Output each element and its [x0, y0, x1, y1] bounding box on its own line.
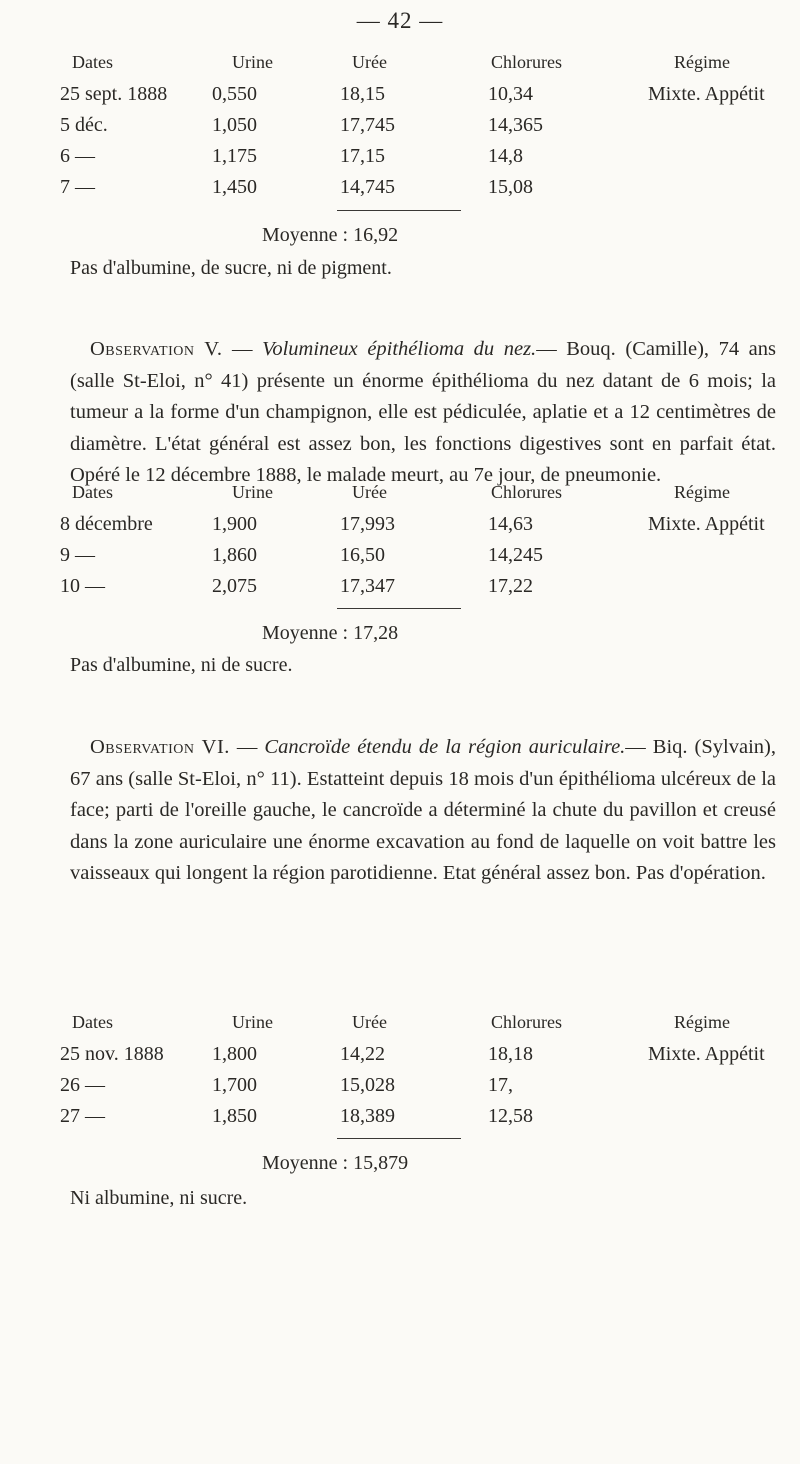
- cell-urine: 1,175: [212, 145, 257, 167]
- sum-divider: [337, 210, 461, 211]
- header-date: Dates: [72, 52, 113, 72]
- observation-label: Observation V.: [90, 338, 223, 360]
- cell-regime: Mixte. Appétit: [648, 1043, 765, 1065]
- observation-paragraph: [70, 732, 776, 890]
- cell-uree: 15,028: [340, 1074, 395, 1096]
- header-uree: Urée: [352, 52, 387, 72]
- cell-chlorures: 17,22: [488, 575, 533, 597]
- cell-chlorures: 18,18: [488, 1043, 533, 1065]
- table-header: [0, 52, 800, 83]
- cell-uree: 18,389: [340, 1105, 395, 1127]
- header-chlorures: Chlorures: [491, 1012, 562, 1032]
- cell-date: 10 —: [60, 575, 105, 597]
- observation-title: Cancroïde étendu de la région auriculaire.: [264, 736, 626, 758]
- cell-date: 26 —: [60, 1074, 105, 1096]
- cell-uree: 17,15: [340, 145, 385, 167]
- observation-label: Observation VI.: [90, 736, 230, 758]
- table-row: [0, 575, 800, 606]
- observation-title: Volumineux épithélioma du nez.: [262, 338, 537, 360]
- cell-urine: 2,075: [212, 575, 257, 597]
- cell-date: 7 —: [60, 176, 95, 198]
- cell-chlorures: 14,365: [488, 114, 543, 136]
- cell-chlorures: 14,63: [488, 513, 533, 535]
- moyenne: Moyenne : 16,92: [262, 224, 399, 246]
- cell-chlorures: 15,08: [488, 176, 533, 198]
- cell-urine: 0,550: [212, 83, 257, 105]
- observation-paragraph: [70, 334, 776, 492]
- cell-urine: 1,850: [212, 1105, 257, 1127]
- cell-chlorures: 10,34: [488, 83, 533, 105]
- sum-divider: [337, 608, 461, 609]
- cell-date: 25 nov. 1888: [60, 1043, 164, 1065]
- cell-urine: 1,050: [212, 114, 257, 136]
- cell-uree: 14,745: [340, 176, 395, 198]
- cell-date: 8 décembre: [60, 513, 153, 535]
- header-regime: Régime: [674, 1012, 730, 1032]
- header-date: Dates: [72, 482, 113, 502]
- urine-table-1: [0, 52, 800, 279]
- cell-urine: 1,800: [212, 1043, 257, 1065]
- table-row: [0, 1043, 800, 1074]
- moyenne: Moyenne : 15,879: [262, 1152, 409, 1174]
- cell-uree: 16,50: [340, 544, 385, 566]
- header-chlorures: Chlorures: [491, 482, 562, 502]
- table-header: [0, 1012, 800, 1043]
- observation-text: — Bouq. (Camille), 74 ans (salle St-Eloi, n° 41) présente un énorme épithélioma du nez datant de 6 mois; la tumeur a la forme d'un champignon, elle est pédiculée, aplatie et a 12 centimètres de diamètre. L'état général est assez bon, les fonctions digestives sont en parfait état. Opéré le 12 décembre 1888, le malade meurt, au 7e jour, de pneumonie.: [70, 338, 776, 486]
- header-urine: Urine: [232, 52, 273, 72]
- urine-table-3: [0, 1012, 800, 1209]
- header-regime: Régime: [674, 52, 730, 72]
- cell-date: 27 —: [60, 1105, 105, 1127]
- table-row: [0, 544, 800, 575]
- table-row: [0, 176, 800, 207]
- urine-table-2: [0, 482, 800, 676]
- cell-urine: 1,450: [212, 176, 257, 198]
- cell-date: 5 déc.: [60, 114, 108, 136]
- table-note: Pas d'albumine, ni de sucre.: [70, 654, 293, 676]
- cell-uree: 18,15: [340, 83, 385, 105]
- cell-uree: 17,993: [340, 513, 395, 535]
- header-uree: Urée: [352, 482, 387, 502]
- cell-chlorures: 17,: [488, 1074, 513, 1096]
- table-row: [0, 83, 800, 114]
- header-urine: Urine: [232, 482, 273, 502]
- cell-regime: Mixte. Appétit: [648, 513, 765, 535]
- cell-urine: 1,900: [212, 513, 257, 535]
- cell-date: 25 sept. 1888: [60, 83, 168, 105]
- cell-urine: 1,700: [212, 1074, 257, 1096]
- table-note: Ni albumine, ni sucre.: [70, 1187, 248, 1209]
- header-uree: Urée: [352, 1012, 387, 1032]
- header-chlorures: Chlorures: [491, 52, 562, 72]
- table-row: [0, 145, 800, 176]
- table-row: [0, 1074, 800, 1105]
- table-row: [0, 114, 800, 145]
- cell-date: 6 —: [60, 145, 95, 167]
- header-date: Dates: [72, 1012, 113, 1032]
- page-number: — 42 —: [356, 8, 444, 33]
- cell-chlorures: 14,8: [488, 145, 523, 167]
- sum-divider: [337, 1138, 461, 1139]
- table-header: [0, 482, 800, 513]
- cell-regime: Mixte. Appétit: [648, 83, 765, 105]
- header-regime: Régime: [674, 482, 730, 502]
- cell-urine: 1,860: [212, 544, 257, 566]
- cell-uree: 17,745: [340, 114, 395, 136]
- cell-uree: 14,22: [340, 1043, 385, 1065]
- cell-chlorures: 14,245: [488, 544, 543, 566]
- table-row: [0, 513, 800, 544]
- cell-date: 9 —: [60, 544, 95, 566]
- table-note: Pas d'albumine, de sucre, ni de pigment.: [70, 257, 392, 279]
- cell-uree: 17,347: [340, 575, 395, 597]
- cell-chlorures: 12,58: [488, 1105, 533, 1127]
- header-urine: Urine: [232, 1012, 273, 1032]
- table-row: [0, 1105, 800, 1136]
- label-dash: —: [229, 736, 265, 758]
- observation-text: — Biq. (Sylvain), 67 ans (salle St-Eloi, n° 11). Estatteint depuis 18 mois d'un épithélioma ulcéreux de la face; parti de l'oreille gauche, le cancroïde a déterminé la chute du pavillon et creusé dans la zone auriculaire une énorme excavation au fond de laquelle on voit battre les vaisseaux qui longent la région parotidienne. Etat général assez bon. Pas d'opération.: [70, 736, 776, 884]
- moyenne: Moyenne : 17,28: [262, 622, 399, 644]
- label-dash: —: [222, 338, 263, 360]
